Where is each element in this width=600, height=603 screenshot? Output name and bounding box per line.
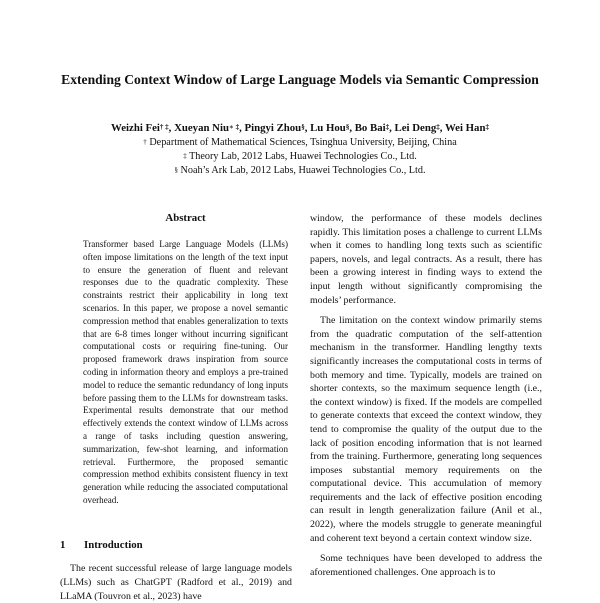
author: Pingyi Zhou§ bbox=[244, 122, 305, 134]
right-column bbox=[310, 212, 542, 579]
author-list: Weizhi Fei† ‡, Xueyan Niu∗ ‡, Pingyi Zhou§, Lu Hou§, Bo Bai‡, Lei Deng‡, Wei Han‡ bbox=[111, 122, 489, 134]
affiliation: § Noah’s Ark Lab, 2012 Labs, Huawei Technologies Co., Ltd. bbox=[174, 165, 426, 176]
author: Bo Bai‡ bbox=[354, 122, 390, 134]
author: Lei Deng‡ bbox=[394, 122, 440, 134]
paragraph: window, the performance of these models declines rapidly. This limitation poses a challenge to current LLMs when it comes to handling long texts such as scientific papers, novels, and legal contracts. As a result, there has been a growing interest in finding ways to extend the input length without significantly compromising the models’ performance. bbox=[310, 213, 542, 306]
paragraph: Some techniques have been developed to address the aforementioned challenges. One approach is to bbox=[310, 553, 542, 578]
paper-title: Extending Context Window of Large Language Models via Semantic Compression bbox=[61, 72, 539, 87]
introduction-paragraph: The recent successful release of large language models (LLMs) such as ChatGPT (Radford et al., 2019) and LLaMA (Touvron et al., 2023) have bbox=[60, 563, 292, 602]
author: Xueyan Niu∗ ‡ bbox=[174, 122, 240, 134]
abstract-body: Transformer based Large Language Models (LLMs) often impose limitations on the length of the text input to ensure the generation of fluent and relevant responses due to the quadratic complexity. These constraints restrict their applicability in long text scenarios. In this paper, we propose a novel semantic compression method that enables generalization to texts that are 6-8 times longer without incurring significant computational costs or requiring fine-tuning. Our proposed framework draws inspiration from source coding in information theory and employs a pre-trained model to reduce the semantic redundancy of long inputs before passing them to the LLMs for downstream tasks. Experimental results demonstrate that our method effectively extends the context window of LLMs across a range of tasks including question answering, summarization, few-shot learning, and information retrieval. Furthermore, the proposed semantic compression method exhibits consistent fluency in text generation while reducing the associated computational overhead. bbox=[83, 239, 288, 505]
section-title: Introduction bbox=[84, 539, 143, 551]
abstract-heading: Abstract bbox=[165, 212, 206, 224]
section-heading-introduction bbox=[60, 539, 143, 551]
author: Weizhi Fei† ‡ bbox=[111, 122, 169, 134]
section-number: 1 bbox=[60, 539, 66, 551]
paragraph: The limitation on the context window primarily stems from the quadratic computation of the self-attention mechanism in the transformer. Handling lengthy texts significantly increases the computational costs in terms of both memory and time. Typically, models are trained on shorter contexts, so the maximum sequence length (i.e., the context window) is fixed. If the models are compelled to generate contexts that exceed the context window, they tend to compromise the quality of the output due to the lack of position encoding information that is not learned from the training. Furthermore, generating long sequences imposes substantial memory requirements on the computational device. This accumulation of memory requirements and the lack of effective position encoding can result in length generalization failure (Anil et al., 2022), where the models struggle to generate meaningful and coherent text beyond a certain context window size. bbox=[310, 315, 542, 544]
affiliation: ‡ Theory Lab, 2012 Labs, Huawei Technologies Co., Ltd. bbox=[183, 151, 417, 162]
affiliation: † Department of Mathematical Sciences, Tsinghua University, Beijing, China bbox=[143, 137, 457, 148]
author: Wei Han‡ bbox=[444, 122, 489, 134]
author: Lu Hou§ bbox=[310, 122, 350, 134]
